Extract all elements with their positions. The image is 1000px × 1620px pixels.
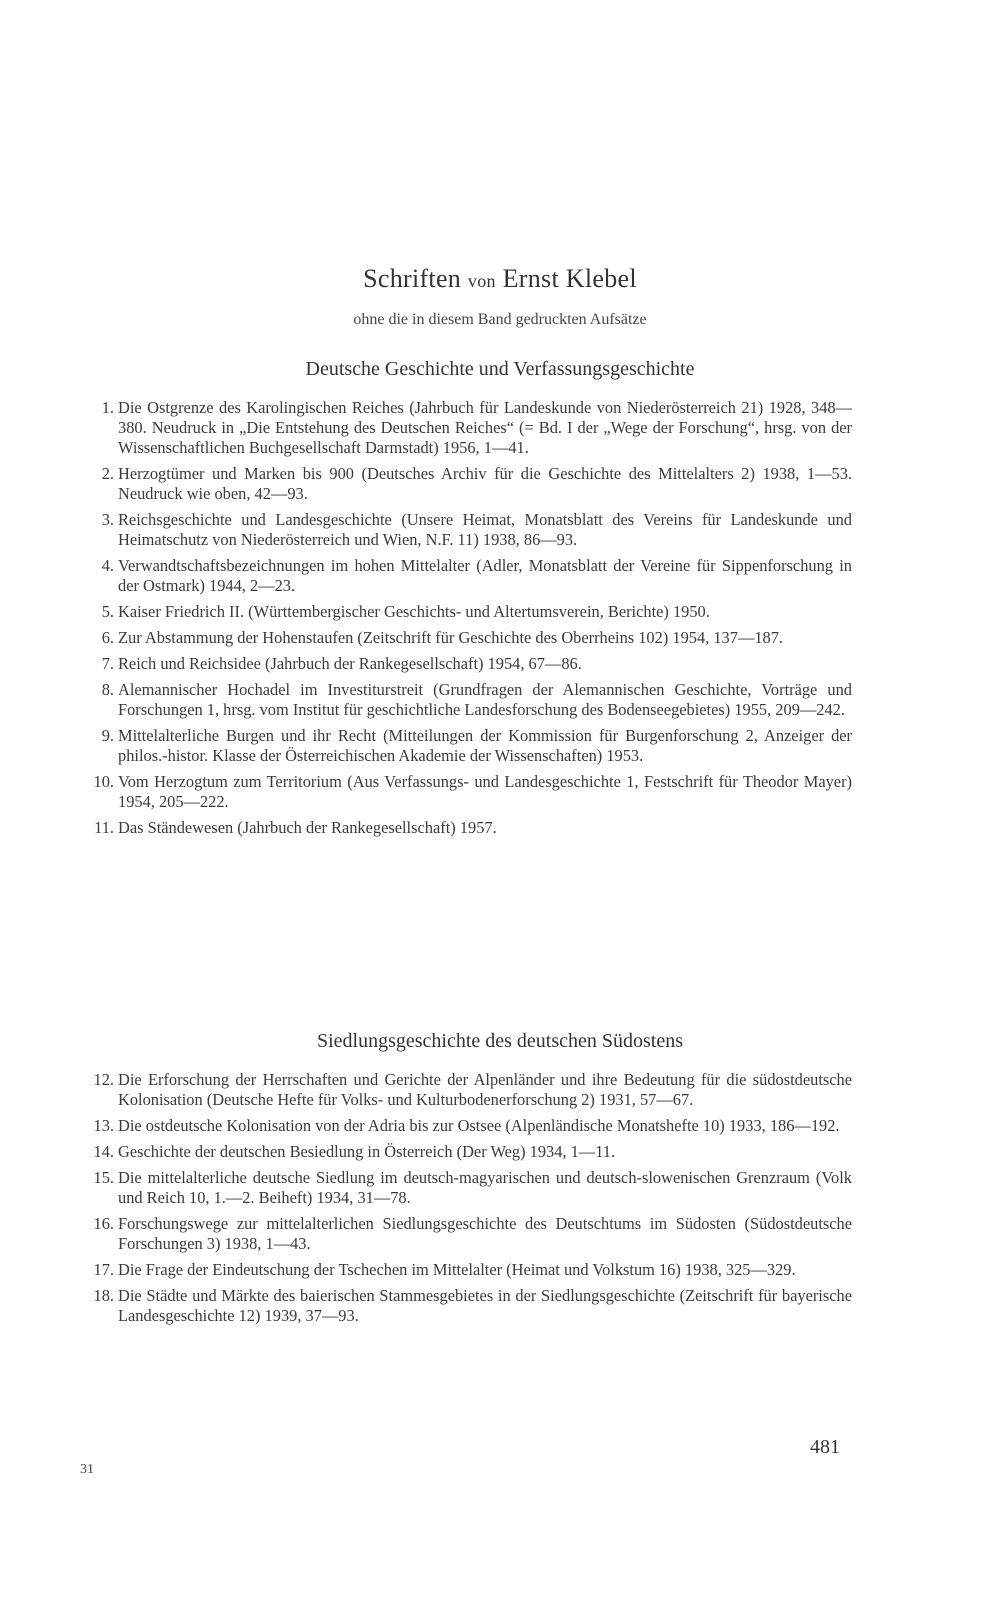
entry-text: Die ostdeutsche Kolonisation von der Adria bis zur Ostsee (Alpenländische Monatshefte 10) 1933, 186—192. xyxy=(118,1116,840,1135)
entry-text: Alemannischer Hochadel im Investiturstreit (Grundfragen der Alemannischen Geschichte, Vorträge und Forschungen 1, hrsg. vom Institut für geschichtliche Landesforschung des Bodenseegebietes) 1955, 209—242. xyxy=(118,680,852,719)
entry-text: Kaiser Friedrich II. (Württembergischer Geschichts- und Altertumsverein, Berichte) 1950. xyxy=(118,602,710,621)
entry-number: 15. xyxy=(93,1168,114,1187)
entry-number: 3. xyxy=(101,510,114,529)
entry-number: 6. xyxy=(101,628,114,647)
entry-number: 10. xyxy=(93,772,114,791)
page-title xyxy=(0,264,1000,294)
entry-number: 8. xyxy=(101,680,114,699)
entry-number: 12. xyxy=(93,1070,114,1089)
entry-text: Reichsgeschichte und Landesgeschichte (Unsere Heimat, Monatsblatt des Vereins für Landeskunde und Heimatschutz von Niederösterreich und Wien, N.F. 11) 1938, 86—93. xyxy=(118,510,852,549)
list-item xyxy=(101,628,852,648)
list-item xyxy=(93,1168,852,1208)
page-number: 481 xyxy=(810,1436,840,1458)
list-item xyxy=(101,726,852,766)
list-item xyxy=(101,654,852,674)
section-1-entries xyxy=(93,398,852,844)
entry-text: Das Ständewesen (Jahrbuch der Rankegesellschaft) 1957. xyxy=(118,818,497,837)
entry-text: Die Frage der Eindeutschung der Tschechen im Mittelalter (Heimat und Volkstum 16) 1938, 325—329. xyxy=(118,1260,796,1279)
list-item xyxy=(101,602,852,622)
list-item xyxy=(93,1070,852,1110)
list-item xyxy=(101,464,852,504)
entry-number: 1. xyxy=(101,398,114,417)
entry-number: 14. xyxy=(93,1142,114,1161)
entry-number: 11. xyxy=(94,818,114,837)
entry-text: Verwandtschaftsbezeichnungen im hohen Mittelalter (Adler, Monatsblatt der Vereine für Sippenforschung in der Ostmark) 1944, 2—23. xyxy=(118,556,852,595)
section-heading-1: Deutsche Geschichte und Verfassungsgeschichte xyxy=(305,358,695,380)
entry-number: 16. xyxy=(93,1214,114,1233)
entry-text: Vom Herzogtum zum Territorium (Aus Verfassungs- und Landesgeschichte 1, Festschrift für Theodor Mayer) 1954, 205—222. xyxy=(118,772,852,811)
list-item xyxy=(94,818,852,838)
section-2-entries xyxy=(93,1070,852,1332)
entry-text: Die Erforschung der Herrschaften und Gerichte der Alpenländer und ihre Bedeutung für die südostdeutsche Kolonisation (Deutsche Hefte für Volks- und Kulturbodenerforschung 2) 1931, 57—67. xyxy=(118,1070,852,1109)
entry-number: 18. xyxy=(93,1286,114,1305)
entry-number: 13. xyxy=(93,1116,114,1135)
page-subtitle: ohne die in diesem Band gedruckten Aufsätze xyxy=(353,311,647,328)
title-part-2: von xyxy=(467,271,496,291)
list-item xyxy=(101,680,852,720)
title-part-3: Ernst Klebel xyxy=(495,264,637,293)
entry-text: Mittelalterliche Burgen und ihr Recht (Mitteilungen der Kommission für Burgenforschung 2, Anzeiger der philos.-histor. Klasse der Österreichischen Akademie der Wissenschaften) 1953. xyxy=(118,726,852,765)
entry-text: Die Ostgrenze des Karolingischen Reiches (Jahrbuch für Landeskunde von Niederösterreich 21) 1928, 348—380. Neudruck in „Die Entstehung des Deutschen Reiches“ (= Bd. I der „Wege der Forschung“, hrsg. von der Wissenschaftlichen Buchgesellschaft Darmstadt) 1956, 1—41. xyxy=(118,398,852,457)
entry-text: Herzogtümer und Marken bis 900 (Deutsches Archiv für die Geschichte des Mittelalters 2) 1938, 1—53. Neudruck wie oben, 42—93. xyxy=(118,464,852,503)
entry-number: 2. xyxy=(101,464,114,483)
list-item xyxy=(93,1142,852,1162)
list-item xyxy=(93,1116,852,1136)
list-item xyxy=(93,1286,852,1326)
entry-text: Forschungswege zur mittelalterlichen Siedlungsgeschichte des Deutschtums im Südosten (Südostdeutsche Forschungen 3) 1938, 1—43. xyxy=(118,1214,852,1253)
entry-number: 7. xyxy=(101,654,114,673)
entry-number: 17. xyxy=(93,1260,114,1279)
list-item xyxy=(93,772,852,812)
entry-text: Die mittelalterliche deutsche Siedlung im deutsch-magyarischen und deutsch-slowenischen Grenzraum (Volk und Reich 10, 1.—2. Beiheft) 1934, 31—78. xyxy=(118,1168,852,1207)
entry-text: Die Städte und Märkte des baierischen Stammesgebietes in der Siedlungsgeschichte (Zeitschrift für bayerische Landesgeschichte 12) 1939, 37—93. xyxy=(118,1286,852,1325)
entry-number: 5. xyxy=(101,602,114,621)
list-item xyxy=(93,1214,852,1254)
entry-number: 4. xyxy=(101,556,114,575)
list-item xyxy=(101,398,852,458)
entry-text: Zur Abstammung der Hohenstaufen (Zeitschrift für Geschichte des Oberrheins 102) 1954, 137—187. xyxy=(118,628,784,647)
entry-text: Geschichte der deutschen Besiedlung in Österreich (Der Weg) 1934, 1—11. xyxy=(118,1142,616,1161)
list-item xyxy=(101,510,852,550)
signature-mark: 31 xyxy=(80,1462,94,1477)
list-item xyxy=(93,1260,852,1280)
entry-number: 9. xyxy=(101,726,114,745)
section-heading-2: Siedlungsgeschichte des deutschen Südostens xyxy=(316,1030,684,1052)
title-part-1: Schriften xyxy=(363,264,468,293)
list-item xyxy=(101,556,852,596)
entry-text: Reich und Reichsidee (Jahrbuch der Rankegesellschaft) 1954, 67—86. xyxy=(118,654,582,673)
